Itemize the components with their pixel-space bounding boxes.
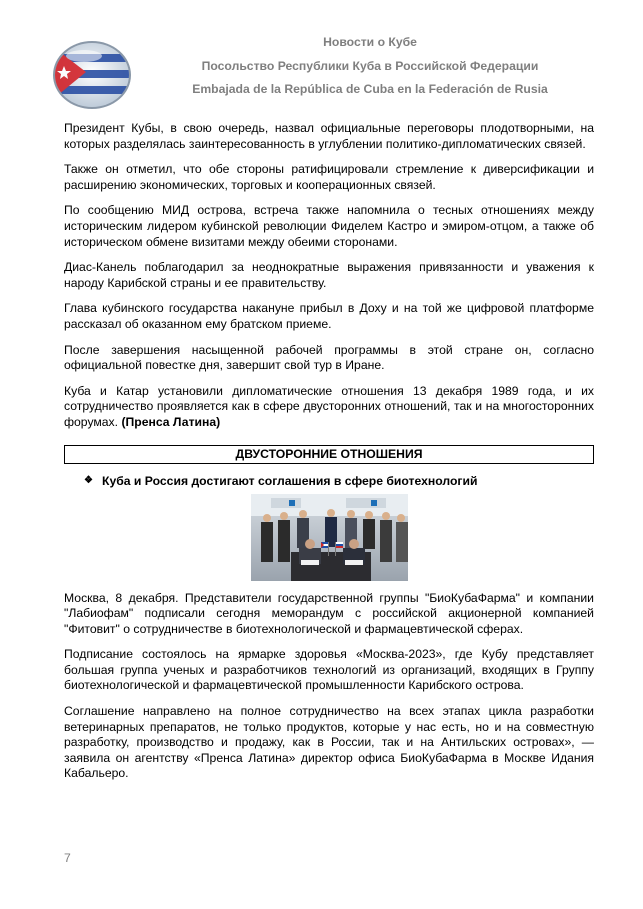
- paragraph: Москва, 8 декабря. Представители государственной группы "БиоКубаФарма" и компании "Лабиофам" подписали сегодня меморандум с российской акционерной компанией "Фитовит" о сотрудничестве в биотехнологической и фармацевтической сферах.: [64, 590, 594, 636]
- paragraph: Подписание состоялось на ярмарке здоровья «Москва-2023», где Кубу представляет большая группа ученых и разработчиков технологий из организаций, входящих в Группу биотехнологической и фармацевтической промышленности Карибского острова.: [64, 647, 594, 693]
- page-content: [64, 121, 594, 792]
- paragraph: По сообщению МИД острова, встреча также напомнила о тесных отношениях между историческим лидером кубинской революции Фиделем Кастро и эмиром-отцом, а также об историческом обмене визитами между обеими сторонами.: [64, 203, 594, 249]
- header-title: Новости о Кубе: [323, 35, 417, 49]
- photo-container: [64, 494, 594, 581]
- diamond-bullet-icon: ❖: [84, 475, 93, 486]
- paragraph: Диас-Канель поблагодарил за неоднократные выражения привязанности и уважения к народу Карибской страны и ее правительству.: [64, 260, 594, 290]
- paragraph: После завершения насыщенной рабочей программы в этой стране он, согласно официальной повестке дня, завершит свой тур в Иране.: [64, 342, 594, 373]
- source-credit: (Пренса Латина): [121, 414, 221, 429]
- paragraph: Также он отметил, что обе стороны ратифицировали стремление к диверсификации и расширению экономических, торговых и кооперационных связей.: [64, 162, 594, 192]
- header-embassy-ru: Посольство Республики Куба в Российской Федерации: [201, 59, 539, 73]
- paragraph: Соглашение направлено на полное сотрудничество на всех этапах цикла разработки ветеринарных препаратов, не только продуктов, которые у нас есть, но и на совместную разработку, производство и продажу, как в России, так и на Антильских островах», — заявила он агентству «Пренса Латина» директор офиса БиоКубаФарма в Москве Идания Кабальеро.: [64, 704, 594, 781]
- paragraph: Глава кубинского государства накануне прибыл в Доху и на той же цифровой платформе рассказал об оказанном ему братском приеме.: [64, 301, 594, 331]
- signing-ceremony-photo: [251, 494, 408, 581]
- paragraph-text: Куба и Катар установили дипломатические отношения 13 декабря 1989 года, и их сотрудничество проявляется как в сфере двусторонних отношений, так и на многосторонних форумах.: [64, 383, 594, 429]
- paragraph: [64, 384, 594, 431]
- header-embassy-es: Embajada de la República de Cuba en la Federación de Rusia: [192, 82, 548, 96]
- page-number: 7: [64, 851, 71, 865]
- paragraph: Президент Кубы, в свою очередь, назвал официальные переговоры плодотворными, на которых разделялась заинтересованность в углублении политико-дипломатических связей.: [64, 121, 594, 151]
- section-heading: ДВУСТОРОННИЕ ОТНОШЕНИЯ: [64, 445, 594, 464]
- article-heading: [84, 474, 594, 488]
- article-title: Куба и Россия достигают соглашения в сфере биотехнологий: [102, 473, 478, 488]
- cuban-flag-logo: [52, 40, 132, 110]
